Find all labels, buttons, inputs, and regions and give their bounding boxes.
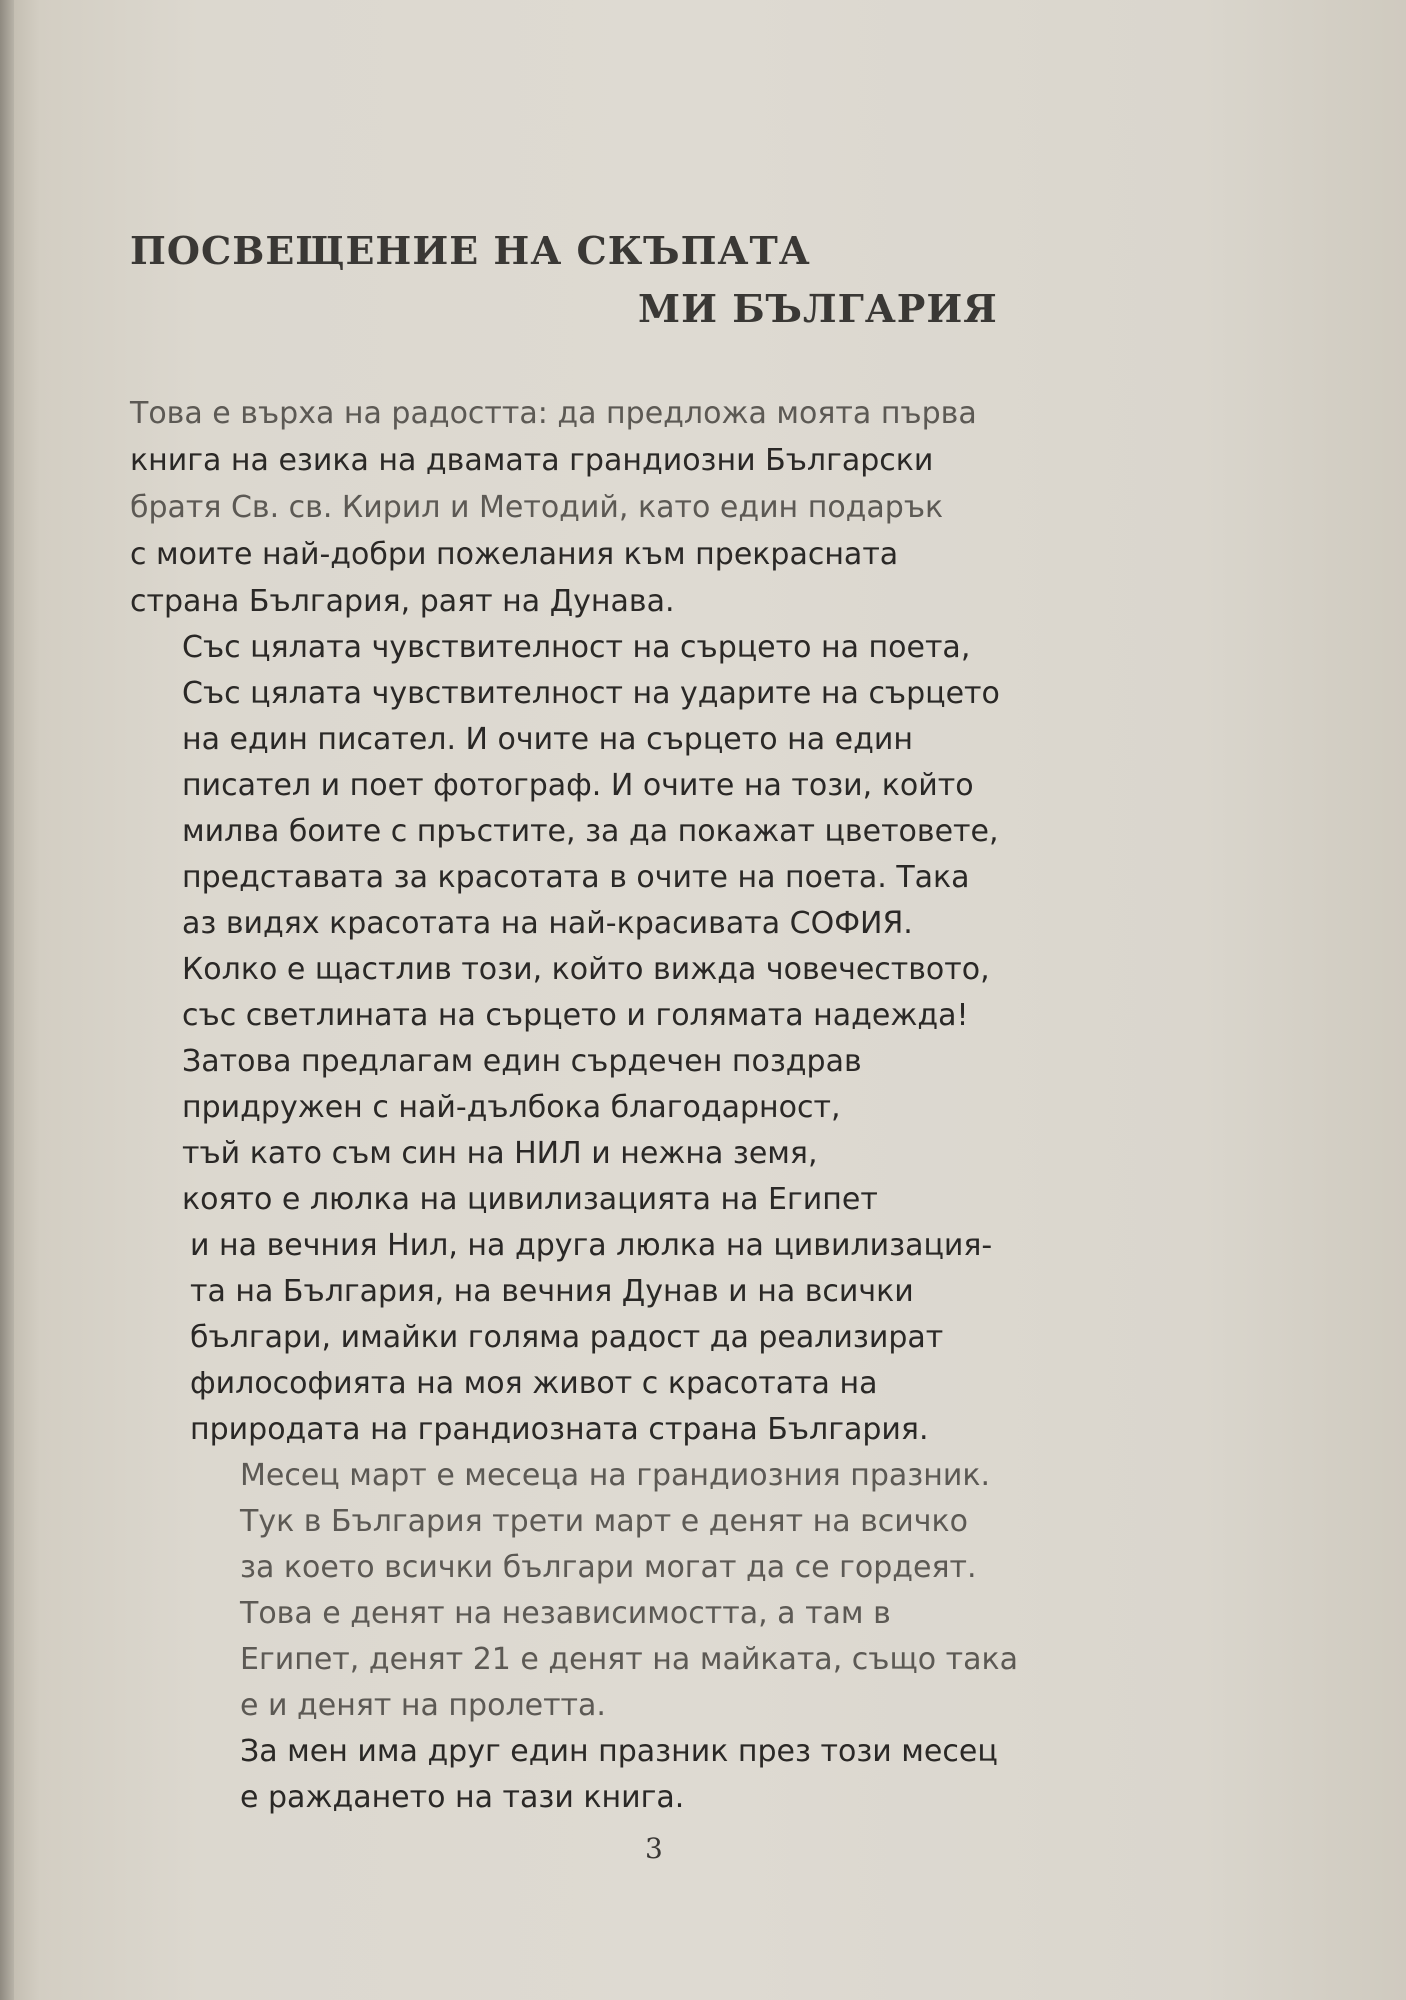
- text-line: Египет, денят 21 е денят на майката, също така: [240, 1642, 1018, 1677]
- text-line: с моите най-добри пожелания към прекрасната: [130, 537, 899, 572]
- text-line: природата на грандиозната страна България.: [190, 1412, 929, 1447]
- page-title-line-2: МИ БЪЛГАРИЯ: [638, 286, 998, 331]
- text-line: Колко е щастлив този, който вижда човечеството,: [182, 952, 990, 987]
- text-line: е и денят на пролетта.: [240, 1688, 606, 1723]
- text-line: Затова предлагам един сърдечен поздрав: [182, 1044, 862, 1079]
- text-line: Това е денят на независимостта, а там в: [240, 1596, 891, 1631]
- text-line: за което всички българи могат да се гордеят.: [240, 1550, 977, 1585]
- text-line: аз видях красотата на най-красивата СОФИЯ.: [182, 906, 913, 941]
- text-line: книга на езика на двамата грандиозни Български: [130, 443, 934, 478]
- text-line: придружен с най-дълбока благодарност,: [182, 1090, 841, 1125]
- text-line: на един писател. И очите на сърцето на един: [182, 722, 913, 757]
- text-line: За мен има друг един празник през този месец: [240, 1734, 998, 1769]
- text-line: Със цялата чувствителност на сърцето на поета,: [182, 630, 971, 665]
- text-line: Със цялата чувствителност на ударите на сърцето: [182, 676, 1000, 711]
- text-line: Месец март е месеца на грандиозния празник.: [240, 1458, 991, 1493]
- text-line: със светлината на сърцето и голямата надежда!: [182, 998, 969, 1033]
- text-line: българи, имайки голяма радост да реализират: [190, 1320, 944, 1355]
- text-line: страна България, раят на Дунава.: [130, 584, 675, 619]
- text-line: философията на моя живот с красотата на: [190, 1366, 878, 1401]
- text-line: братя Св. св. Кирил и Методий, като един подарък: [130, 490, 944, 525]
- text-line: е раждането на тази книга.: [240, 1780, 685, 1815]
- text-line: представата за красотата в очите на поета. Така: [182, 860, 970, 895]
- page-binding-edge: [0, 0, 14, 2000]
- text-line: която е люлка на цивилизацията на Египет: [182, 1182, 878, 1217]
- page-title-line-1: ПОСВЕЩЕНИЕ НА СКЪПАТА: [130, 228, 811, 273]
- text-line: писател и поет фотограф. И очите на този, който: [182, 768, 974, 803]
- text-line: тъй като съм син на НИЛ и нежна земя,: [182, 1136, 818, 1171]
- page-number: 3: [645, 1832, 663, 1865]
- text-line: милва боите с пръстите, за да покажат цветовете,: [182, 814, 999, 849]
- text-line: та на България, на вечния Дунав и на всички: [190, 1274, 914, 1309]
- text-line: и на вечния Нил, на друга люлка на цивилизация-: [190, 1228, 993, 1263]
- text-line: Тук в България трети март е денят на всичко: [240, 1504, 968, 1539]
- text-line: Това е върха на радостта: да предложа моята първа: [130, 396, 977, 431]
